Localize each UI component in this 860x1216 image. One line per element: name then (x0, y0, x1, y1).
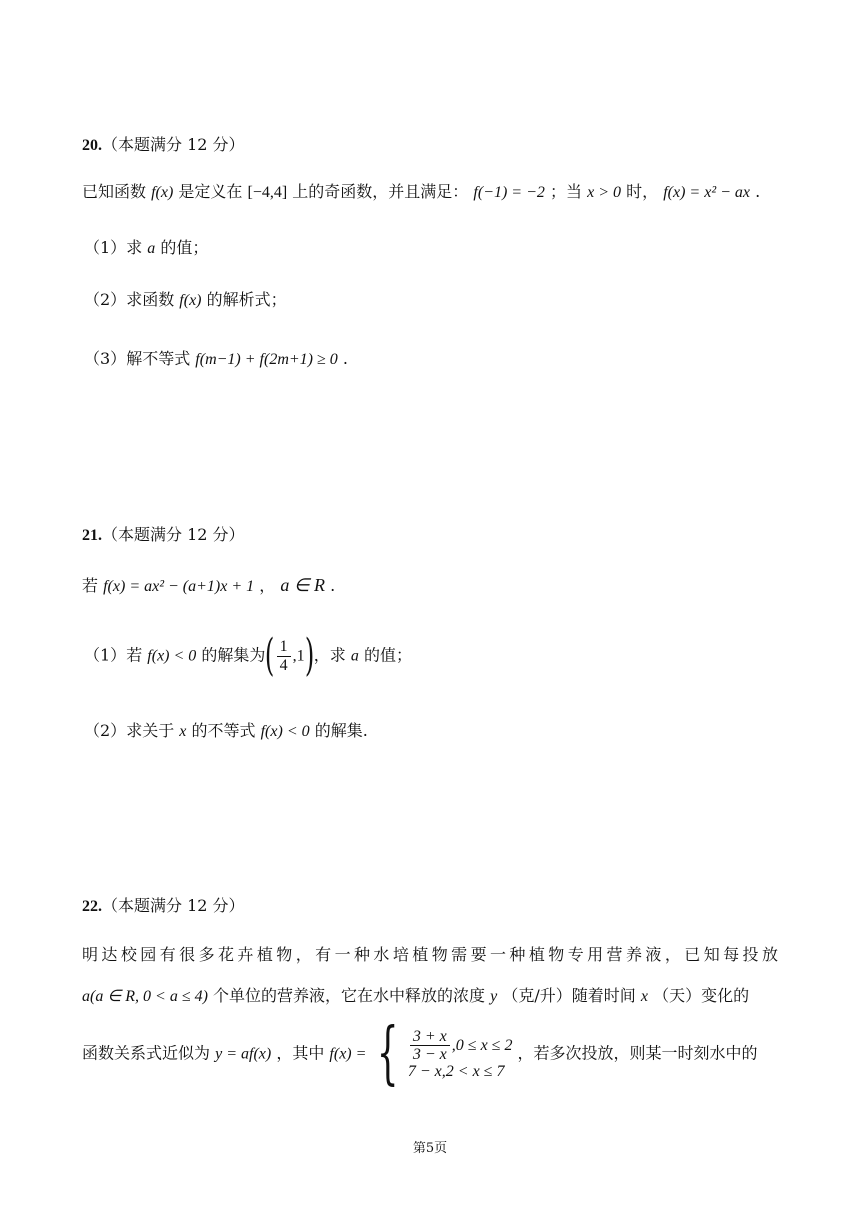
q22-line3-expr2: f(x) = (329, 1045, 367, 1063)
q21-part1-text-2: 的解集为 (201, 645, 266, 665)
q22-case1-num: 3 + x (410, 1028, 450, 1047)
q22-line2-expr: a(a ∈ R, 0 < a ≤ 4) (82, 988, 208, 1005)
q20-stem (82, 182, 760, 202)
q21-score: （本题满分 12 分） (102, 525, 245, 544)
q22-line2-y: y (490, 988, 498, 1005)
q21-part1-var: a (350, 647, 359, 665)
q20-stem-text-3: 上的奇函数，并且满足： (292, 182, 469, 201)
q22-line2-text-1: 个单位的营养液，它在水中释放的浓度 (213, 986, 486, 1005)
q21-part2-var: x (179, 723, 187, 740)
q21-part1-rest: ,1 (292, 647, 305, 665)
q21-part1-text-1: 若 (126, 645, 143, 665)
q20-header (82, 135, 245, 155)
q20-part2-fx: f(x) (179, 292, 202, 309)
page-footer: 第5页 (412, 1141, 448, 1156)
q22-line3 (82, 1014, 758, 1093)
q20-part3-expr: f(m−1) + f(2m+1) ≥ 0 (195, 351, 338, 368)
q20-number: 20. (82, 137, 102, 154)
q20-part1-var: a (147, 240, 156, 257)
q22-case1 (408, 1028, 513, 1064)
q20-stem-expr: f(x) = x² − ax (663, 184, 751, 201)
q22-line2-text-2: （克/升）随着时间 (502, 986, 636, 1005)
q22-line3-text-1: 函数关系式近似为 (82, 1043, 211, 1063)
q22-case1-cond: ,0 ≤ x ≤ 2 (451, 1036, 513, 1054)
q22-line2 (82, 986, 749, 1006)
q20-part1-label: （1） (84, 238, 127, 257)
q20-score: （本题满分 12 分） (102, 135, 245, 154)
q21-stem-text-1: 若 (82, 576, 99, 595)
q20-part1-text-1: 求 (126, 238, 143, 257)
q21-stem-cond: a ∈ R (280, 575, 326, 595)
q20-stem-cond2: x > 0 (587, 184, 622, 201)
q22-line1: 明达校园有很多花卉植物，有一种水培植物需要一种植物专用营养液，已知每投放 (82, 945, 778, 964)
q20-stem-cond1: f(−1) = −2 (473, 184, 545, 201)
q21-part2-text-2: 的不等式 (191, 721, 256, 740)
q20-stem-interval: [−4,4] (247, 184, 288, 201)
q21-stem-text-3: . (330, 576, 336, 595)
q20-part1 (84, 238, 208, 258)
q20-stem-text-5: 时， (626, 182, 659, 201)
q22-score: （本题满分 12 分） (102, 896, 245, 915)
q22-line2-text-3: （天）变化的 (653, 986, 750, 1005)
q21-part2-ineq: f(x) < 0 (260, 723, 310, 740)
q21-stem-text-2: ， (259, 576, 276, 595)
q21-left-paren: ( (265, 630, 275, 681)
q21-part1 (84, 630, 412, 681)
q20-stem-text-6: . (755, 182, 761, 201)
q20-part1-text-2: 的值； (160, 238, 209, 257)
q21-header (82, 525, 245, 545)
q21-part1-fraction (277, 638, 291, 674)
q21-part1-frac-den: 4 (279, 656, 288, 674)
q22-line3-text-3: ，若多次投放，则某一时刻水中的 (517, 1043, 758, 1063)
q22-case2: 7 − x,2 < x ≤ 7 (407, 1062, 505, 1080)
q21-right-paren: ) (304, 630, 314, 681)
q22-piecewise-cases (408, 1028, 513, 1081)
q21-part1-ineq: f(x) < 0 (147, 647, 197, 665)
q20-part2 (84, 290, 287, 310)
q21-part2-text-1: 求关于 (126, 721, 175, 740)
q22-case1-fraction (410, 1028, 450, 1064)
q21-part1-text-3: ，求 (313, 645, 346, 665)
q20-part3-text-1: 解不等式 (126, 349, 191, 368)
q21-number: 21. (82, 527, 102, 544)
q22-header (82, 896, 245, 916)
q20-part3 (84, 349, 348, 369)
q20-part2-label: （2） (84, 290, 127, 309)
q22-cases-brace: { (376, 1014, 398, 1093)
q21-part2-label: （2） (84, 721, 127, 740)
q22-number: 22. (82, 898, 102, 915)
q20-stem-text-1: 已知函数 (82, 182, 147, 201)
q22-case1-den: 3 − x (412, 1046, 447, 1064)
q21-stem (82, 575, 335, 597)
q21-part1-text-4: 的值； (363, 645, 412, 665)
q20-part3-text-2: . (342, 349, 348, 368)
q20-stem-text-2: 是定义在 (178, 182, 243, 201)
q20-part3-label: （3） (84, 349, 127, 368)
q21-part1-label: （1） (84, 645, 127, 665)
q20-part2-text-1: 求函数 (126, 290, 175, 309)
q20-stem-fx: f(x) (151, 184, 174, 201)
q21-part1-frac-num: 1 (277, 638, 291, 657)
q21-stem-expr: f(x) = ax² − (a+1)x + 1 (103, 578, 255, 595)
q22-line3-expr1: y = af(x) (215, 1045, 272, 1063)
q21-part2-text-3: 的解集. (314, 721, 368, 740)
q20-part2-text-2: 的解析式； (206, 290, 287, 309)
q20-stem-text-4: ；当 (550, 182, 583, 201)
q21-part2 (84, 721, 368, 741)
q22-line2-x: x (640, 988, 648, 1005)
q22-line3-text-2: ，其中 (276, 1043, 325, 1063)
